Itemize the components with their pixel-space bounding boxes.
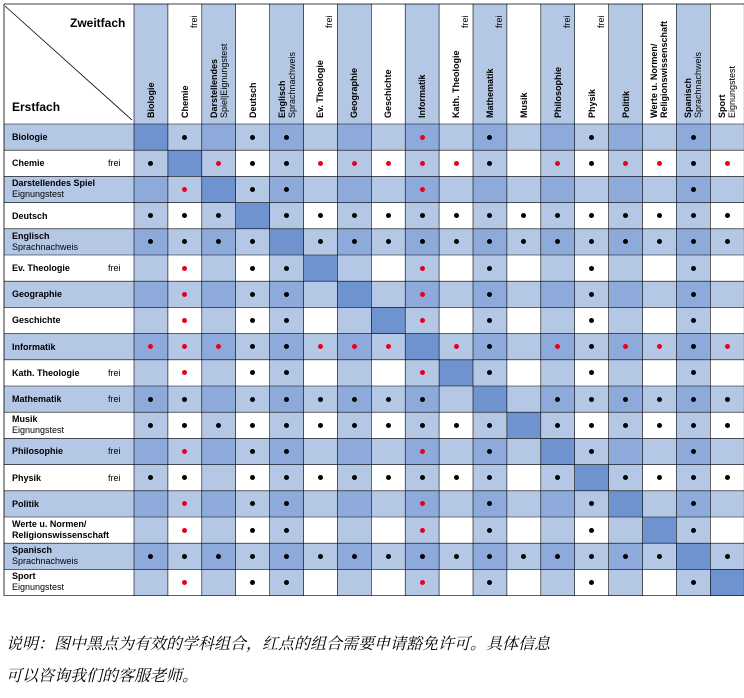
row-label: Biologie (12, 132, 48, 142)
column-name: Politik (620, 90, 631, 118)
red-dot (420, 266, 425, 271)
row-label: Informatik (12, 341, 56, 352)
black-dot (623, 554, 628, 559)
column-frei-label: frei (595, 15, 606, 28)
red-dot (352, 161, 357, 166)
black-dot (318, 554, 323, 559)
column-header-label (349, 68, 359, 118)
row-label: Geschichte (12, 315, 61, 326)
column-name: Physik (586, 88, 597, 118)
black-dot (352, 554, 357, 559)
column-header-label (417, 74, 427, 118)
row-label: Musik (12, 414, 38, 425)
row-label: Geographie (12, 289, 63, 300)
black-dot (284, 397, 289, 402)
red-dot (420, 528, 425, 533)
column-header-label (553, 67, 563, 118)
column-frei-label: frei (188, 15, 199, 28)
black-dot (352, 423, 357, 428)
red-dot (623, 161, 628, 166)
black-dot (589, 266, 594, 271)
black-dot (657, 554, 662, 559)
column-name: Geschichte (383, 69, 394, 118)
black-dot (250, 397, 255, 402)
column-header-label (209, 44, 229, 118)
row-label: Sport (12, 571, 36, 582)
red-dot (386, 344, 391, 349)
black-dot (284, 266, 289, 271)
black-dot (691, 135, 696, 140)
row-label: Ev. Theologie (12, 263, 70, 273)
column-frei-label: frei (493, 15, 504, 28)
column-frei-label: frei (324, 15, 335, 28)
note-line-2: 可以咨询我们的客服老师。 (6, 666, 199, 685)
black-dot (386, 397, 391, 402)
black-dot (555, 397, 560, 402)
black-dot (691, 397, 696, 402)
black-dot (284, 292, 289, 297)
row-label: Mathematik (12, 394, 62, 404)
black-dot (691, 292, 696, 297)
zweitfach-label: Zweitfach (70, 16, 126, 30)
red-dot (420, 292, 425, 297)
black-dot (386, 423, 391, 428)
black-dot (420, 554, 425, 559)
black-dot (454, 475, 459, 480)
column-name: Spanisch (683, 77, 694, 118)
black-dot (318, 423, 323, 428)
black-dot (691, 423, 696, 428)
row-label: Kath. Theologie (12, 367, 80, 378)
column-name: Ev. Theologie (315, 60, 326, 118)
black-dot (284, 135, 289, 140)
row-sublabel: Eignungstest (12, 425, 65, 436)
column-name: Kath. Theologie (451, 50, 462, 118)
black-dot (725, 397, 730, 402)
row-frei-label: frei (108, 158, 121, 169)
black-dot (250, 135, 255, 140)
black-dot (250, 528, 255, 533)
column-name: Werte u. Normen/ (649, 43, 660, 118)
row-label: Physik (12, 472, 42, 483)
row-label: Philosophie (12, 446, 64, 457)
black-dot (182, 397, 187, 402)
row-frei-label: frei (108, 367, 121, 378)
column-subtext: Spiel|Eignungstest (218, 43, 229, 118)
black-dot (352, 397, 357, 402)
column-name: Geographie (349, 67, 360, 118)
row-sublabel: Eignungstest (12, 189, 65, 200)
red-dot (420, 161, 425, 166)
column-header-label (277, 52, 297, 118)
row-label: Deutsch (12, 210, 48, 221)
red-dot (420, 580, 425, 585)
column-header-label (248, 82, 258, 118)
black-dot (691, 528, 696, 533)
black-dot (250, 292, 255, 297)
black-dot (657, 423, 662, 428)
red-dot (318, 161, 323, 166)
column-header-label (587, 89, 597, 118)
black-dot (691, 318, 696, 323)
column-name: Informatik (417, 74, 428, 118)
row-sublabel: Religionswissenschaft (12, 530, 110, 540)
column-name: Englisch (276, 80, 287, 118)
black-dot (454, 554, 459, 559)
column-subtext: Sprachnachweis (286, 51, 297, 118)
red-dot (420, 187, 425, 192)
black-dot (420, 475, 425, 480)
black-dot (386, 213, 391, 218)
black-dot (589, 135, 594, 140)
column-name: Philosophie (552, 66, 563, 118)
black-dot (454, 423, 459, 428)
column-header-label (717, 66, 737, 118)
black-dot (284, 161, 289, 166)
black-dot (182, 135, 187, 140)
black-dot (589, 397, 594, 402)
column-subtext: Religionswissenschaft (659, 20, 670, 118)
red-dot (657, 161, 662, 166)
black-dot (691, 187, 696, 192)
red-dot (386, 161, 391, 166)
black-dot (623, 397, 628, 402)
black-dot (250, 423, 255, 428)
row-frei-label: frei (108, 446, 121, 457)
column-header-label (146, 83, 156, 119)
black-dot (284, 554, 289, 559)
black-dot (725, 213, 730, 218)
black-dot (420, 213, 425, 218)
black-dot (589, 292, 594, 297)
black-dot (386, 475, 391, 480)
red-dot (182, 266, 187, 271)
red-dot (454, 161, 459, 166)
red-dot (454, 344, 459, 349)
black-dot (420, 423, 425, 428)
row-sublabel: Eignungstest (12, 582, 65, 593)
column-header-label (383, 69, 393, 118)
black-dot (454, 213, 459, 218)
column-frei-label: frei (561, 15, 572, 28)
column-subtext: Sprachnachweis (693, 51, 704, 118)
column-name: Mathematik (484, 68, 495, 118)
black-dot (691, 449, 696, 454)
red-dot (725, 161, 730, 166)
black-dot (589, 161, 594, 166)
row-label: Darstellendes Spiel (12, 178, 96, 189)
column-name: Sport (717, 94, 728, 118)
black-dot (691, 161, 696, 166)
column-header-label (649, 21, 669, 118)
erstfach-label: Erstfach (12, 100, 61, 114)
black-dot (250, 161, 255, 166)
black-dot (420, 397, 425, 402)
black-dot (284, 528, 289, 533)
red-dot (420, 318, 425, 323)
row-sublabel: Sprachnachweis (12, 556, 79, 567)
row-label: Chemie (12, 158, 45, 169)
row-label: Werte u. Normen/ (12, 519, 87, 529)
row-label: Spanisch (12, 545, 53, 556)
column-name: Musik (518, 92, 529, 118)
column-name: Darstellendes (208, 58, 219, 118)
red-dot (725, 344, 730, 349)
black-dot (250, 266, 255, 271)
column-header-label (519, 92, 529, 118)
black-dot (284, 423, 289, 428)
black-dot (691, 266, 696, 271)
black-dot (691, 580, 696, 585)
red-dot (420, 449, 425, 454)
note-line-1: 说明：图中黑点为有效的学科组合，红点的组合需要申请豁免许可。具体信息 (6, 634, 551, 653)
black-dot (318, 397, 323, 402)
black-dot (725, 554, 730, 559)
column-frei-label: frei (460, 15, 471, 28)
row-label: Englisch (12, 230, 50, 241)
row-label: Politik (12, 498, 40, 509)
column-header-label (485, 68, 495, 118)
black-dot (250, 554, 255, 559)
column-name: Chemie (179, 85, 190, 118)
column-header-label (451, 51, 461, 119)
black-dot (386, 554, 391, 559)
black-dot (725, 423, 730, 428)
column-subtext: Eignungstest (727, 65, 738, 118)
red-dot (420, 135, 425, 140)
black-dot (589, 528, 594, 533)
column-name: Biologie (145, 82, 156, 118)
column-header-label (683, 52, 703, 118)
row-frei-label: frei (108, 394, 121, 404)
row-sublabel: Sprachnachweis (12, 241, 79, 252)
black-dot (623, 423, 628, 428)
column-header-label (621, 91, 631, 118)
row-frei-label: frei (108, 472, 121, 483)
black-dot (589, 554, 594, 559)
column-header-label (315, 60, 325, 118)
red-dot (182, 528, 187, 533)
black-dot (657, 397, 662, 402)
black-dot (589, 423, 594, 428)
column-name: Deutsch (247, 82, 258, 118)
column-header-label (180, 85, 190, 118)
black-dot (725, 475, 730, 480)
row-frei-label: frei (108, 263, 121, 273)
